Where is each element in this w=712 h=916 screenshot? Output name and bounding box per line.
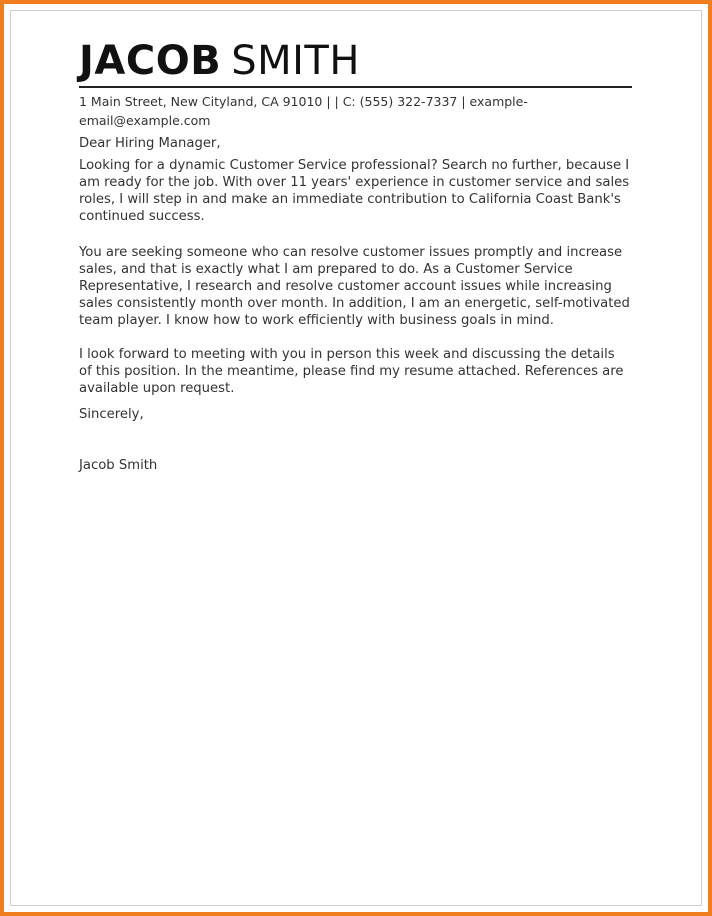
paragraph-intro: Looking for a dynamic Customer Service professional? Search no further, because I am ready for the job. With over 11 years' experience in customer service and sales roles, I will step in and make an immediate contribution to California Coast Bank's continued success. [79,158,630,224]
first-name: JACOB [79,38,222,84]
cover-letter [79,38,639,474]
contact-info: 1 Main Street, New Cityland, CA 91010 | | C: (555) 322-7337 | example-email@example.com [79,94,528,128]
last-name: SMITH [231,38,360,84]
closing: Sincerely, [79,407,144,422]
paragraph-qualifications: You are seeking someone who can resolve customer issues promptly and increase sales, and that is exactly what I am prepared to do. As a Customer Service Representative, I research and resolve customer account issues while increasing sales consistently month over month. In addition, I am an energetic, self-motivated team player. I know how to work efficiently with business goals in mind. [79,245,630,328]
applicant-name [79,38,639,84]
paragraph-closing: I look forward to meeting with you in person this week and discussing the details of this position. In the meantime, please find my resume attached. References are available upon request. [79,347,624,396]
salutation: Dear Hiring Manager, [79,136,221,151]
signature-name: Jacob Smith [79,458,158,473]
header-divider [79,86,632,88]
